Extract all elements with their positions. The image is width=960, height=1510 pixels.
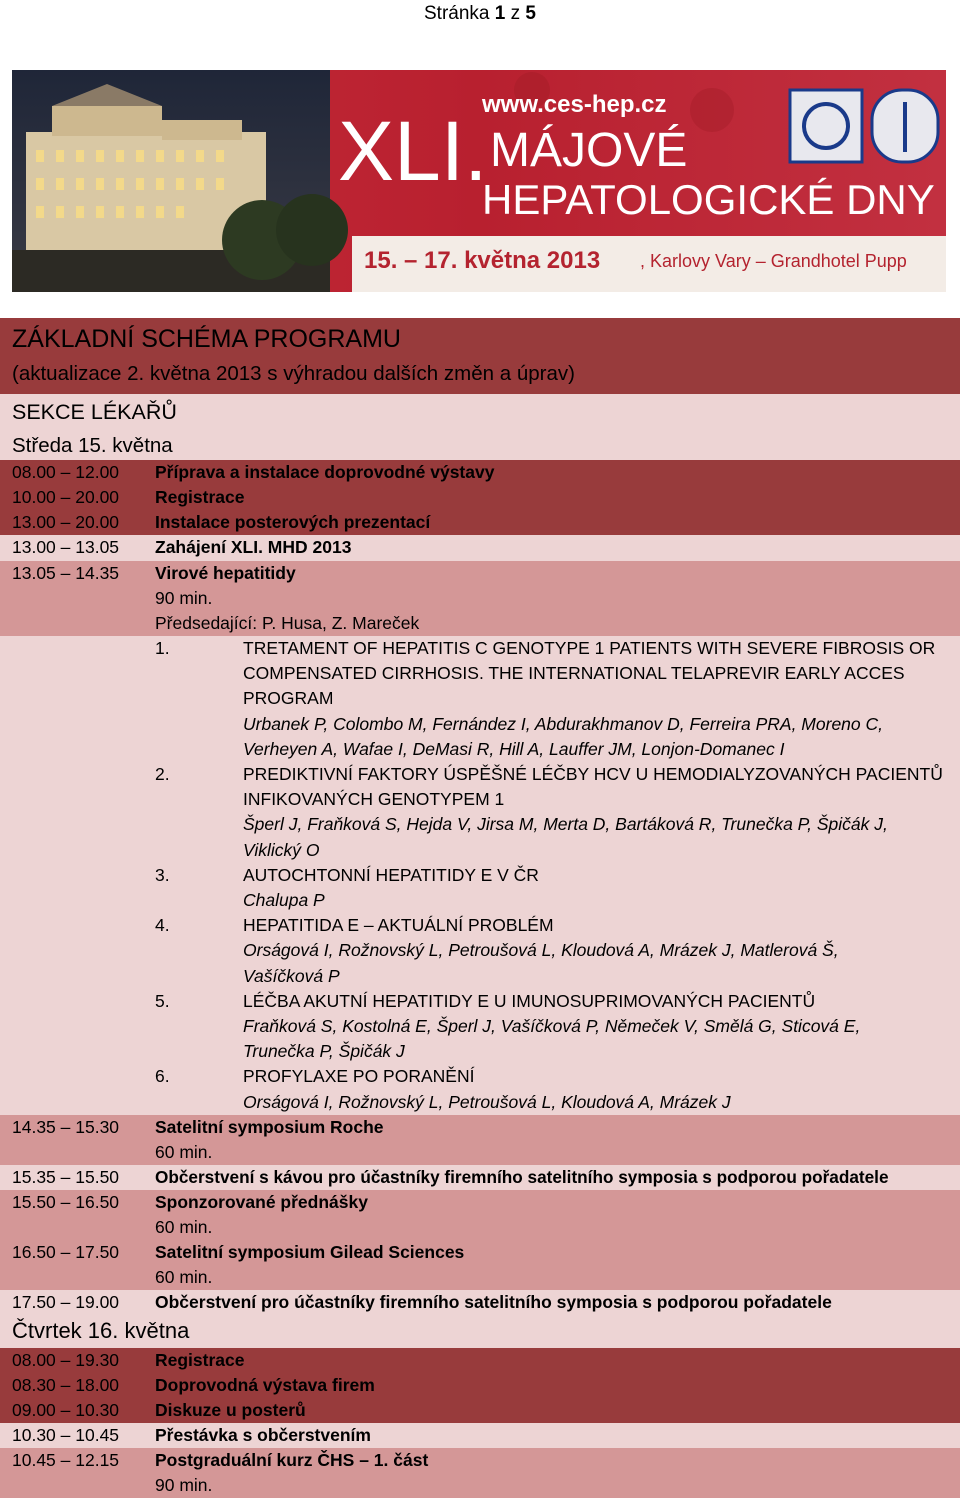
row-label: Diskuze u posterů bbox=[155, 1399, 306, 1420]
current-page: 1 bbox=[494, 3, 506, 24]
schedule-row bbox=[0, 485, 960, 510]
row-label: Postgraduální kurz ČHS – 1. část bbox=[155, 1449, 429, 1470]
talk-item bbox=[155, 989, 960, 1065]
schedule-row bbox=[0, 1240, 960, 1265]
schedule-row bbox=[0, 535, 960, 561]
talk-title-line: LÉČBA AKUTNÍ HEPATITIDY E U IMUNOSUPRIMOVANÝCH PACIENTŮ bbox=[243, 990, 816, 1011]
row-duration bbox=[0, 1265, 960, 1290]
talk-body bbox=[243, 1064, 731, 1114]
talk-title-line: PREDIKTIVNÍ FAKTORY ÚSPĚŠNÉ LÉČBY HCV U HEMODIALYZOVANÝCH PACIENTŮ bbox=[243, 764, 943, 785]
talk-body bbox=[243, 863, 539, 913]
row-duration-text: 60 min. bbox=[155, 1216, 213, 1237]
banner-title-2: HEPATOLOGICKÉ DNY bbox=[482, 176, 935, 223]
schedule-row bbox=[0, 1290, 960, 1315]
row-time: 13.00 – 13.05 bbox=[12, 537, 120, 557]
talk-item bbox=[155, 636, 960, 762]
session-chairs-row bbox=[0, 611, 960, 636]
row-duration bbox=[0, 1473, 960, 1498]
session-chairs: Předsedající: P. Husa, Z. Mareček bbox=[155, 613, 420, 633]
row-time: 08.00 – 19.30 bbox=[12, 1349, 120, 1370]
talk-body bbox=[243, 636, 935, 762]
schedule-row bbox=[0, 1448, 960, 1473]
section-title: SEKCE LÉKAŘŮ bbox=[12, 400, 177, 424]
schedule-row bbox=[0, 510, 960, 535]
row-time: 10.45 – 12.15 bbox=[12, 1449, 120, 1470]
talk-body bbox=[243, 989, 860, 1065]
banner-title-1: MÁJOVÉ bbox=[490, 124, 688, 177]
row-label: Občerstvení s kávou pro účastníky firemního satelitního symposia s podporou pořadatele bbox=[155, 1166, 889, 1187]
talk-authors-line: Chalupa P bbox=[243, 890, 325, 911]
row-label: Sponzorované přednášky bbox=[155, 1191, 368, 1212]
talk-title-line: INFIKOVANÝCH GENOTYPEM 1 bbox=[243, 789, 505, 810]
row-time: 10.30 – 10.45 bbox=[12, 1424, 120, 1445]
talk-item bbox=[155, 863, 960, 913]
talk-item bbox=[155, 913, 960, 989]
talk-authors-line: Šperl J, Fraňková S, Hejda V, Jirsa M, Merta D, Bartáková R, Trunečka P, Špičák J, bbox=[243, 814, 888, 835]
session-time: 13.05 – 14.35 bbox=[12, 563, 120, 583]
day-heading: Čtvrtek 16. května bbox=[12, 1317, 190, 1343]
update-note-row bbox=[0, 356, 960, 394]
talk-item bbox=[155, 762, 960, 863]
page-of: z bbox=[510, 3, 521, 24]
schedule-row bbox=[0, 460, 960, 485]
update-note: (aktualizace 2. května 2013 s výhradou dalších změn a úprav) bbox=[12, 362, 575, 385]
row-duration bbox=[0, 1215, 960, 1240]
conference-banner bbox=[12, 70, 946, 292]
row-time: 14.35 – 15.30 bbox=[12, 1116, 120, 1137]
talk-title-line: PROGRAM bbox=[243, 688, 334, 709]
session-row bbox=[0, 561, 960, 586]
schedule-row bbox=[0, 1423, 960, 1448]
row-time: 17.50 – 19.00 bbox=[12, 1291, 120, 1312]
talk-title-line: TRETAMENT OF HEPATITIS C GENOTYPE 1 PATIENTS WITH SEVERE FIBROSIS OR bbox=[243, 638, 936, 658]
section-row bbox=[0, 394, 960, 430]
banner-roman: XLI. bbox=[338, 104, 488, 198]
talk-title-line: AUTOCHTONNÍ HEPATITIDY E V ČR bbox=[243, 864, 539, 885]
schedule-row bbox=[0, 1398, 960, 1423]
page-label: Stránka bbox=[424, 3, 490, 24]
schedule-row bbox=[0, 1115, 960, 1140]
row-label: Doprovodná výstava firem bbox=[155, 1374, 375, 1395]
row-time: 16.50 – 17.50 bbox=[12, 1241, 120, 1262]
row-time: 08.30 – 18.00 bbox=[12, 1374, 120, 1395]
talk-item bbox=[155, 1064, 960, 1114]
talk-authors-line: Orságová I, Rožnovský L, Petroušová L, Kloudová A, Mrázek J bbox=[243, 1091, 731, 1112]
talk-authors-line: Orságová I, Rožnovský L, Petroušová L, Kloudová A, Mrázek J, Matlerová Š, bbox=[243, 940, 839, 961]
day-heading-row bbox=[0, 430, 960, 460]
total-pages: 5 bbox=[525, 3, 536, 24]
session-duration: 90 min. bbox=[155, 588, 213, 608]
row-duration-text: 60 min. bbox=[155, 1141, 213, 1162]
talk-number: 2. bbox=[155, 764, 170, 785]
banner-url: www.ces-hep.cz bbox=[482, 91, 667, 118]
session-duration-row bbox=[0, 586, 960, 611]
talk-number: 4. bbox=[155, 915, 170, 936]
row-time: 10.00 – 20.00 bbox=[12, 487, 120, 507]
row-label: Zahájení XLI. MHD 2013 bbox=[155, 537, 352, 557]
row-duration-text: 90 min. bbox=[155, 1474, 213, 1495]
row-label: Satelitní symposium Roche bbox=[155, 1116, 384, 1137]
row-label: Příprava a instalace doprovodné výstavy bbox=[155, 462, 495, 482]
talk-list bbox=[0, 636, 960, 1115]
talk-authors-line: Fraňková S, Kostolná E, Šperl J, Vašíčková P, Němeček V, Smělá G, Sticová E, bbox=[243, 1016, 861, 1037]
talk-authors-line: Verheyen A, Wafae I, DeMasi R, Hill A, Lauffer JM, Lonjon-Domanec I bbox=[243, 738, 785, 759]
page-number bbox=[0, 0, 960, 28]
row-time: 09.00 – 10.30 bbox=[12, 1399, 120, 1420]
schedule-row bbox=[0, 1165, 960, 1190]
row-duration bbox=[0, 1140, 960, 1165]
talk-number: 6. bbox=[155, 1066, 170, 1087]
talk-authors-line: Urbanek P, Colombo M, Fernández I, Abdurakhmanov D, Ferreira PRA, Moreno C, bbox=[243, 713, 883, 734]
row-time: 15.35 – 15.50 bbox=[12, 1166, 120, 1187]
row-label: Instalace posterových prezentací bbox=[155, 512, 431, 532]
row-time: 15.50 – 16.50 bbox=[12, 1191, 120, 1212]
session-label: Virové hepatitidy bbox=[155, 563, 296, 583]
talk-title-line: COMPENSATED CIRRHOSIS. THE INTERNATIONAL TELAPREVIR EARLY ACCES bbox=[243, 663, 905, 684]
talk-authors-line: Viklický O bbox=[243, 839, 320, 860]
banner-dates: 15. – 17. května 2013 bbox=[364, 247, 601, 274]
hotel-photo bbox=[12, 70, 348, 292]
schedule-row bbox=[0, 1348, 960, 1373]
program-title: ZÁKLADNÍ SCHÉMA PROGRAMU bbox=[12, 325, 401, 353]
banner-venue: , Karlovy Vary – Grandhotel Pupp bbox=[640, 251, 907, 271]
row-label: Přestávka s občerstvením bbox=[155, 1424, 371, 1445]
row-label: Občerstvení pro účastníky firemního satelitního symposia s podporou pořadatele bbox=[155, 1291, 832, 1312]
row-label: Registrace bbox=[155, 487, 245, 507]
talk-title-line: PROFYLAXE PO PORANĚNÍ bbox=[243, 1066, 475, 1087]
talk-body bbox=[243, 762, 943, 863]
talk-authors-line: Trunečka P, Špičák J bbox=[243, 1041, 405, 1062]
row-time: 13.00 – 20.00 bbox=[12, 512, 120, 532]
talk-body bbox=[243, 913, 839, 989]
talk-number: 5. bbox=[155, 990, 170, 1011]
talk-number: 3. bbox=[155, 864, 170, 885]
day-heading-row bbox=[0, 1315, 960, 1348]
talk-title-line: HEPATITIDA E – AKTUÁLNÍ PROBLÉM bbox=[243, 915, 554, 936]
talk-authors-line: Vašíčková P bbox=[243, 965, 340, 986]
program-table bbox=[0, 318, 960, 1498]
row-label: Satelitní symposium Gilead Sciences bbox=[155, 1241, 465, 1262]
schedule-row bbox=[0, 1190, 960, 1215]
day-heading: Středa 15. května bbox=[12, 434, 173, 457]
row-time: 08.00 – 12.00 bbox=[12, 462, 120, 482]
schedule-row bbox=[0, 1373, 960, 1398]
talk-number: 1. bbox=[155, 638, 170, 658]
program-title-row bbox=[0, 318, 960, 356]
row-label: Registrace bbox=[155, 1349, 245, 1370]
row-duration-text: 60 min. bbox=[155, 1266, 213, 1287]
